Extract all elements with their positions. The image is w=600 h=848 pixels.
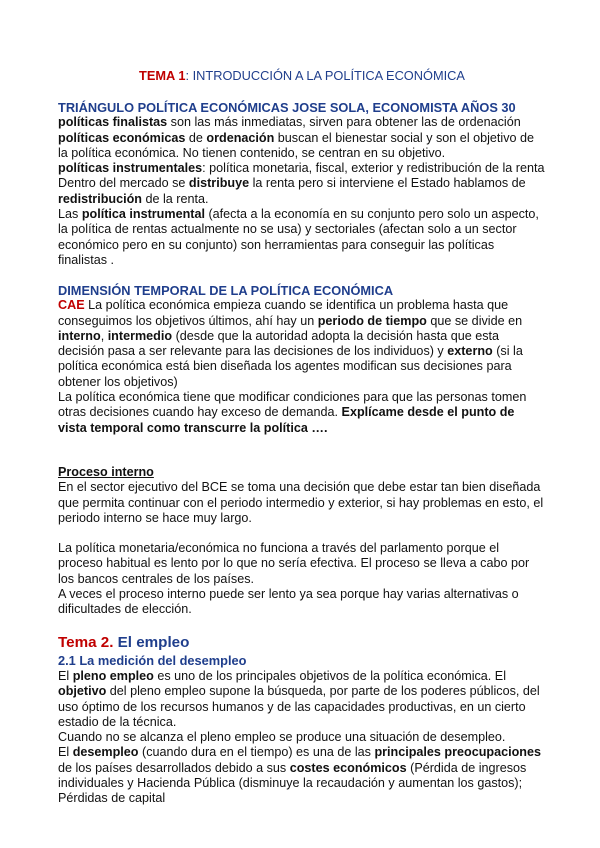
term-instrumentales: políticas instrumentales xyxy=(58,161,203,176)
text: la renta pero si interviene el Estado hablamos de xyxy=(249,176,526,191)
subsection-heading-medicion: 2.1 La medición del desempleo xyxy=(58,652,247,668)
term-desempleo: desempleo xyxy=(72,745,139,760)
term-economicas: políticas económicas xyxy=(58,130,186,145)
paragraph-desempleo xyxy=(58,745,546,806)
tema2-label: Tema 2. xyxy=(58,633,114,651)
paragraph-instrumental xyxy=(58,207,546,268)
term-periodo: periodo de tiempo xyxy=(317,313,427,328)
term-preocupaciones: principales preocupaciones xyxy=(374,745,542,760)
page-title xyxy=(58,68,546,83)
cae-label: CAE xyxy=(58,298,85,313)
tema2-name: El empleo xyxy=(113,633,190,651)
text: Las xyxy=(58,207,82,222)
document-page xyxy=(58,68,546,807)
text: , xyxy=(100,328,108,343)
text: La política económica tiene que modificar condiciones para que las personas tomen otras decisiones cuando hay exceso de demanda. xyxy=(58,390,527,420)
text: (afecta a la economía en su conjunto pero solo un aspecto, la política de rentas actualmente no se usa) y sectoriales (afectan solo a un sector económico pero en su conjunto) son herramientas para conseguir las políticas finalistas . xyxy=(58,207,539,267)
text: : política monetaria, fiscal, exterior y redistribución de la renta xyxy=(202,161,545,176)
paragraph-demanda xyxy=(58,390,546,436)
term-externo: externo xyxy=(447,344,493,359)
term-objetivo: objetivo xyxy=(58,684,107,699)
text: de la renta. xyxy=(141,191,209,206)
section-heading-triangulo: TRIÁNGULO POLÍTICA ECONÓMICAS JOSE SOLA, ECONOMISTA AÑOS 30 xyxy=(58,100,516,116)
text: Dentro del mercado se xyxy=(58,176,189,191)
section-heading-dimension: DIMENSIÓN TEMPORAL DE LA POLÍTICA ECONÓMICA xyxy=(58,283,394,299)
question-bold: Explícame desde el punto de vista temporal como transcurre la política …. xyxy=(58,405,515,435)
term-instrumental: política instrumental xyxy=(81,207,205,222)
text: El xyxy=(58,668,73,683)
text: (desde que la autoridad adopta la decisión hasta que esta decisión pasa a ser relevante para las decisiones de los individuos) y xyxy=(58,328,500,359)
paragraph-alternativas: A veces el proceso interno puede ser lento ya sea porque hay varias alternativas o dificultades de elección. xyxy=(58,587,519,617)
tema1-label: TEMA 1 xyxy=(139,68,186,83)
paragraph-pleno-empleo xyxy=(58,669,546,730)
text: (cuando dura en el tiempo) es una de las xyxy=(138,745,375,760)
paragraph-instrumentales xyxy=(58,161,546,176)
paragraph-bce: En el sector ejecutivo del BCE se toma una decisión que debe estar tan bien diseñada que permita continuar con el periodo intermedio y exterior, si hay problemas en esto, el periodo interno se hace muy largo. xyxy=(58,480,544,525)
paragraph-desempleo-situacion: Cuando no se alcanza el pleno empleo se produce una situación de desempleo. xyxy=(58,730,506,745)
term-distribuye: distribuye xyxy=(188,176,250,191)
text: del pleno empleo supone la búsqueda, por parte de los poderes públicos, del uso óptimo de los recursos humanos y de las capacidades productivas, en un cierto estadio de la técnica. xyxy=(58,684,540,729)
text: (si la política económica está bien diseñada los agentes modifican sus decisiones para obtener los objetivos) xyxy=(58,344,523,389)
text: El xyxy=(58,745,73,760)
text: que se divide en xyxy=(426,313,523,328)
text: La política económica empieza cuando se identifica un problema hasta que conseguimos los objetivos últimos, ahí hay un xyxy=(58,298,509,328)
term-interno: interno xyxy=(58,328,101,343)
paragraph-finalistas xyxy=(58,115,546,130)
term-redistribucion: redistribución xyxy=(58,191,142,206)
tema2-title xyxy=(58,633,546,653)
term-ordenacion: ordenación xyxy=(206,130,275,145)
section-heading-proceso-interno: Proceso interno xyxy=(58,464,154,479)
text: (Pérdida de ingresos individuales y Hacienda Pública (disminuye la recaudación y aumentan los gastos); Pérdidas de capital xyxy=(58,760,527,806)
text: buscan el bienestar social y son el objetivo de la política económica. No tienen contenido, se centran en su objetivo. xyxy=(58,130,535,160)
term-costes: costes económicos xyxy=(289,760,407,775)
paragraph-cae xyxy=(58,298,546,390)
tema1-title: : INTRODUCCIÓN A LA POLÍTICA ECONÓMICA xyxy=(185,68,465,83)
term-finalistas: políticas finalistas xyxy=(58,115,168,130)
paragraph-ordenacion xyxy=(58,131,546,162)
text: es uno de los principales objetivos de la política económica. El xyxy=(153,668,507,683)
term-intermedio: intermedio xyxy=(107,328,173,343)
paragraph-parlamento: La política monetaria/económica no funciona a través del parlamento porque el proceso habitual es lento por lo que no sería efectiva. El proceso se lleva a cabo por los bancos centrales de los países. xyxy=(58,541,530,586)
text: son las más inmediatas, sirven para obtener las de ordenación xyxy=(167,115,521,130)
term-pleno-empleo: pleno empleo xyxy=(72,668,154,683)
paragraph-distribucion xyxy=(58,176,546,207)
text: de xyxy=(185,130,207,145)
text: de los países desarrollados debido a sus xyxy=(58,760,290,775)
